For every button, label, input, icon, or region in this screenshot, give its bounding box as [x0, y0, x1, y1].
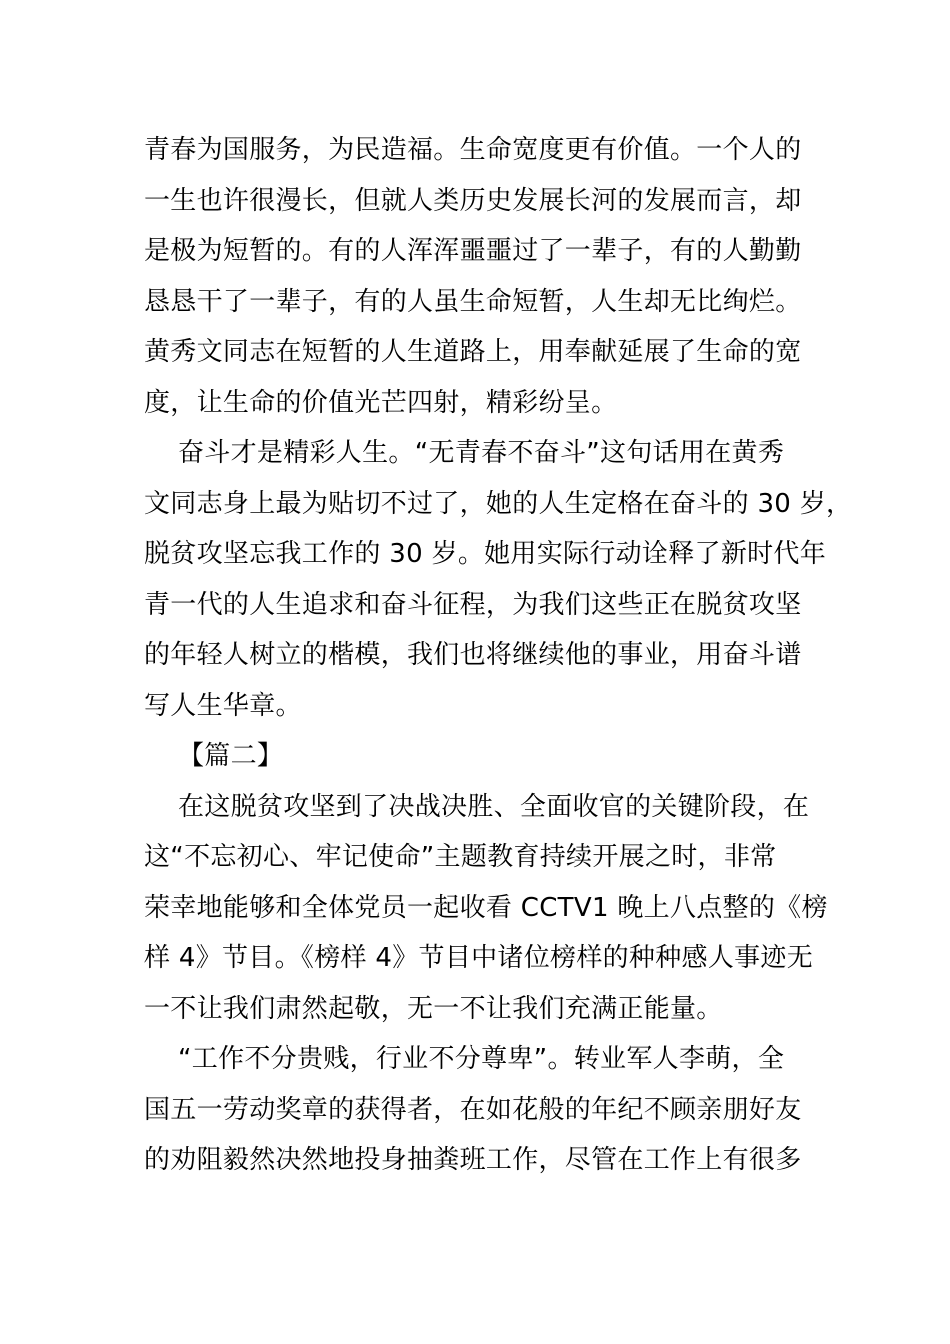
paragraph-1	[144, 125, 808, 428]
text-line: 恳恳干了一辈子，有的人虽生命短暂，人生却无比绚烂。	[144, 286, 802, 317]
section-heading-text: 【篇二】	[178, 741, 284, 771]
paragraph-3	[144, 782, 828, 1035]
paragraph-4	[144, 1034, 808, 1186]
text-line: 青春为国服务，为民造福。生命宽度更有价值。一个人的	[144, 135, 802, 165]
text-line: 的年轻人树立的楷模，我们也将继续他的事业，用奋斗谱	[144, 640, 802, 670]
text-line: 一不让我们肃然起敬，无一不让我们充满正能量。	[144, 993, 723, 1024]
text-line: 写人生华章。	[144, 690, 302, 721]
text-line: 荣幸地能够和全体党员一起收看 CCTV1 晚上八点整的《榜	[144, 892, 828, 923]
text-line: 在这脱贫攻坚到了决战决胜、全面收官的关键阶段，在	[178, 791, 810, 822]
paragraph-2	[144, 428, 853, 731]
text-line: 文同志身上最为贴切不过了，她的人生定格在奋斗的 30 岁，	[144, 488, 853, 519]
section-heading	[144, 731, 808, 782]
text-line: 青一代的人生追求和奋斗征程，为我们这些正在脱贫攻坚	[144, 589, 802, 620]
text-line: 脱贫攻坚忘我工作的 30 岁。她用实际行动诠释了新时代年	[144, 539, 827, 569]
text-line: 国五一劳动奖章的获得者，在如花般的年纪不顾亲朋好友	[144, 1094, 802, 1125]
text-line: 样 4》节目。《榜样 4》节目中诸位榜样的种种感人事迹无	[144, 943, 814, 973]
text-line: “工作不分贵贱，行业不分尊卑”。转业军人李萌，全	[178, 1044, 785, 1074]
text-line: 一生也许很漫长，但就人类历史发展长河的发展而言，却	[144, 185, 802, 216]
text-line: 黄秀文同志在短暂的人生道路上，用奉献延展了生命的宽	[144, 337, 802, 367]
text-line: 奋斗才是精彩人生。“无青春不奋斗”这句话用在黄秀	[178, 438, 785, 468]
text-line: 这“不忘初心、牢记使命”主题教育持续开展之时，非常	[144, 842, 777, 872]
document-body	[144, 125, 853, 1186]
text-line: 是极为短暂的。有的人浑浑噩噩过了一辈子，有的人勤勤	[144, 236, 802, 266]
text-line: 度，让生命的价值光芒四射，精彩纷呈。	[144, 387, 618, 418]
text-line: 的劝阻毅然决然地投身抽粪班工作，尽管在工作上有很多	[144, 1145, 802, 1175]
